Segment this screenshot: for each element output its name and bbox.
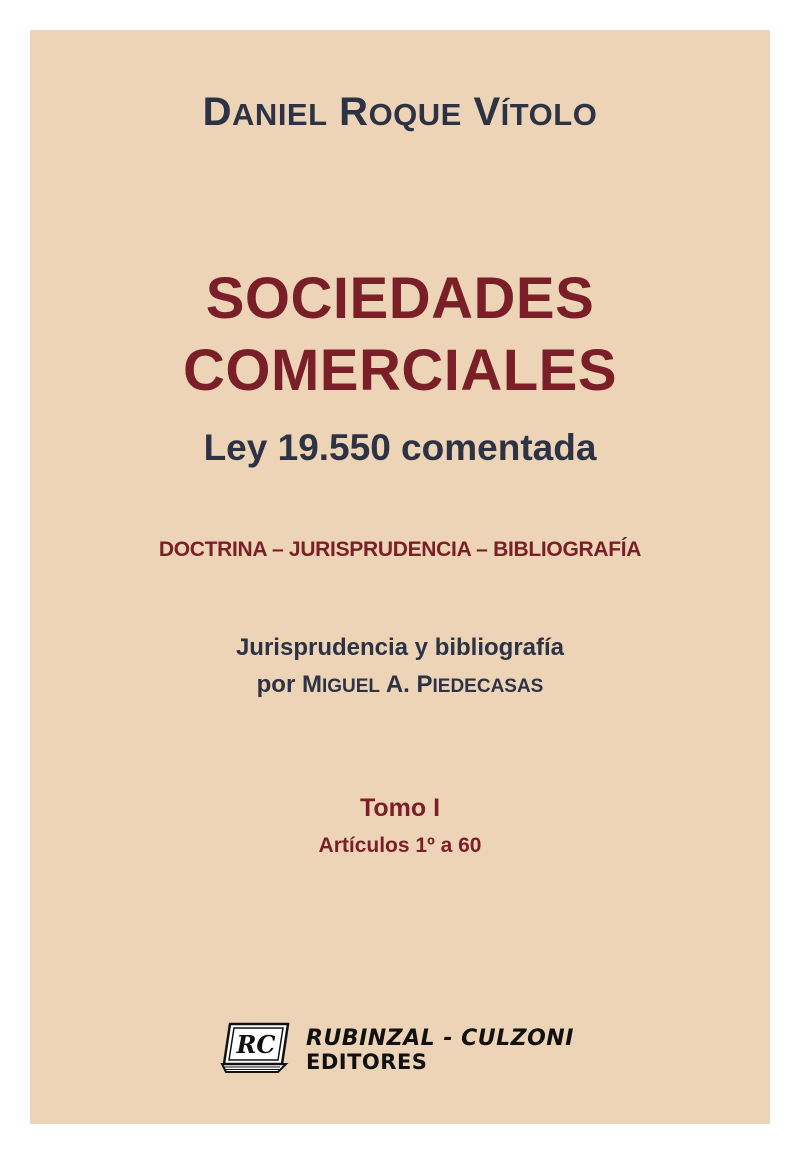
publisher-book-logo-icon [216, 1020, 290, 1076]
content-tags: DOCTRINA – JURISPRUDENCIA – BIBLIOGRAFÍA [158, 538, 642, 561]
author-name: DANIEL ROQUE VÍTOLO [202, 90, 598, 134]
book-title-line2: COMERCIALES [182, 338, 618, 403]
publisher-block [216, 1020, 596, 1076]
book-subtitle: Ley 19.550 comentada [203, 427, 597, 468]
book-title-line1: SOCIEDADES [205, 266, 595, 331]
publisher-subtitle: EDITORES [306, 1050, 428, 1074]
articles-range: Artículos 1º a 60 [318, 834, 482, 857]
logo-initials: RC [236, 1030, 276, 1059]
credit-author: por MIGUEL A. PIEDECASAS [256, 671, 544, 698]
book-cover [30, 30, 770, 1124]
credit-line: Jurisprudencia y bibliografía [235, 634, 565, 661]
publisher-name: RUBINZAL - CULZONI [306, 1026, 574, 1051]
volume-label: Tomo I [359, 794, 441, 822]
